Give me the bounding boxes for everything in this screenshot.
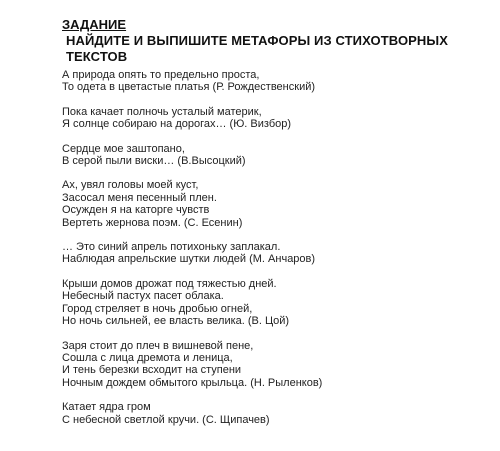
poem-line: Наблюдая апрельские шутки людей (М. Анчаров) [62, 253, 316, 266]
poem-line: Катает ядра гром [62, 401, 151, 414]
poem-line: Но ночь сильней, ее власть велика. (В. Цой) [62, 315, 290, 328]
poem-list [62, 69, 492, 438]
poem-excerpt [62, 106, 492, 131]
poem-line: Ах, увял головы моей куст, [62, 179, 199, 192]
poem-line: Крыши домов дрожат под тяжестью дней. [62, 277, 277, 290]
poem-line: Я солнце собираю на дорогах… (Ю. Визбор) [62, 118, 292, 131]
poem-excerpt [62, 143, 492, 168]
poem-line: С небесной светлой кручи. (С. Щипачев) [62, 413, 270, 426]
poem-excerpt [62, 69, 492, 94]
poem-line: А природа опять то предельно проста, [62, 69, 260, 81]
poem-excerpt [62, 340, 492, 390]
poem-line: Город стреляет в ночь дробью огней, [62, 302, 253, 315]
poem-excerpt [62, 241, 492, 266]
poem-excerpt [62, 278, 492, 328]
poem-line: Засосал меня песенный плен. [62, 191, 217, 204]
poem-line: Ночным дождем обмытого крыльца. (Н. Рыленков) [62, 376, 323, 389]
poem-excerpt [62, 179, 492, 229]
poem-line: … Это синий апрель потихоньку заплакал. [62, 241, 281, 254]
poem-line: Осужден я на каторге чувств [62, 204, 210, 217]
poem-line: То одета в цветастые платья (Р. Рождественский) [62, 81, 316, 94]
poem-line: Небесный пастух пасет облака. [62, 290, 224, 303]
header-title: ЗАДАНИЕ [62, 17, 127, 32]
poem-line: В серой пыли виски… (В.Высоцкий) [62, 155, 246, 168]
poem-line: Вертеть жернова поэм. (С. Есенин) [62, 216, 243, 229]
poem-line: Пока качает полночь усталый материк, [62, 105, 262, 118]
task-instruction: НАЙДИТЕ И ВЫПИШИТЕ МЕТАФОРЫ ИЗ СТИХОТВОРНЫХ ТЕКСТОВ [66, 33, 449, 64]
poem-line: Сошла с лица дремота и леница, [62, 351, 233, 364]
task-header [62, 17, 500, 65]
poem-line: И тень березки всходит на ступени [62, 364, 242, 377]
poem-excerpt [62, 401, 492, 426]
poem-line: Сердце мое заштопано, [62, 142, 185, 155]
poem-line: Заря стоит до плеч в вишневой пене, [62, 339, 254, 352]
